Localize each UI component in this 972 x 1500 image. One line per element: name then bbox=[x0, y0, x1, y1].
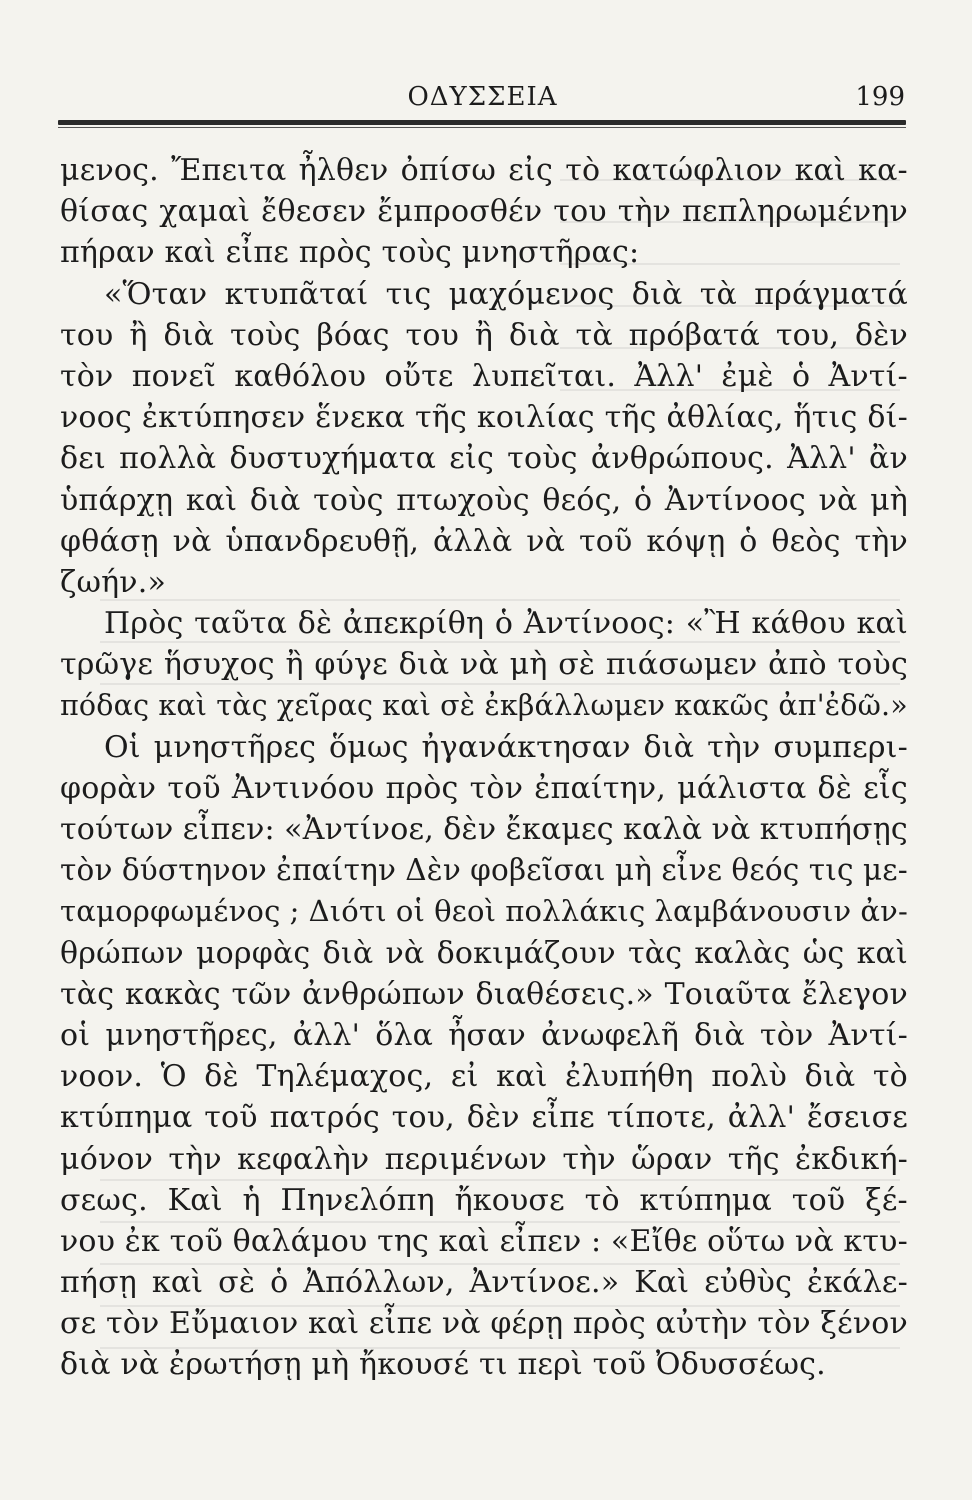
text-line: τὰς κακὰς τῶν ἀνθρώπων διαθέσεις.» Τοιαῦτα ἔλεγον bbox=[60, 976, 908, 1012]
text-line: τὸν δύστηνον ἐπαίτην Δὲν φοβεῖσαι μὴ εἶνε θεός τις με- bbox=[60, 853, 908, 888]
text-line: τρῶγε ἥσυχος ἢ φύγε διὰ νὰ μὴ σὲ πιάσωμεν ἀπὸ τοὺς bbox=[60, 647, 908, 683]
page-body bbox=[60, 150, 908, 1386]
running-title: ΟΔΥΣΣΕΙΑ bbox=[407, 82, 558, 112]
text-line: νου ἐκ τοῦ θαλάμου της καὶ εἶπεν : «Εἴθε οὕτω νὰ κτυ- bbox=[60, 1223, 908, 1259]
text-line: διὰ νὰ ἐρωτήσῃ μὴ ἤκουσέ τι περὶ τοῦ Ὀδυσσέως. bbox=[60, 1347, 826, 1383]
text-line: φθάσῃ νὰ ὑπανδρευθῇ, ἀλλὰ νὰ τοῦ κόψῃ ὁ θεὸς τὴν bbox=[60, 523, 908, 559]
text-line: του ἢ διὰ τοὺς βόας του ἢ διὰ τὰ πρόβατά του, δὲν bbox=[60, 317, 908, 353]
text-line: πήσῃ καὶ σὲ ὁ Ἀπόλλων, Ἀντίνοε.» Καὶ εὐθὺς ἐκάλε- bbox=[60, 1265, 908, 1301]
text-line: θρώπων μορφὰς διὰ νὰ δοκιμάζουν τὰς καλὰς ὡς καὶ bbox=[60, 935, 908, 971]
text-line: νοος ἐκτύπησεν ἕνεκα τῆς κοιλίας τῆς ἀθλίας, ἥτις δί- bbox=[60, 400, 908, 436]
text-line: ὑπάρχῃ καὶ διὰ τοὺς πτωχοὺς θεός, ὁ Ἀντίνοος νὰ μὴ bbox=[60, 482, 908, 518]
running-header bbox=[60, 82, 905, 116]
text-line: δει πολλὰ δυστυχήματα εἰς τοὺς ἀνθρώπους. Ἀλλ' ἂν bbox=[60, 441, 908, 477]
text-line: μόνον τὴν κεφαλὴν περιμένων τὴν ὥραν τῆς ἐκδική- bbox=[60, 1141, 908, 1177]
text-line: κτύπημα τοῦ πατρός του, δὲν εἶπε τίποτε, ἀλλ' ἔσεισε bbox=[60, 1100, 908, 1136]
text-line: ζωήν.» bbox=[60, 564, 167, 600]
text-line: Πρὸς ταῦτα δὲ ἀπεκρίθη ὁ Ἀντίνοος: «Ἢ κάθου καὶ bbox=[104, 606, 908, 642]
text-line: τούτων εἶπεν: «Ἀντίνοε, δὲν ἔκαμες καλὰ νὰ κτυπήσῃς bbox=[60, 812, 908, 847]
text-line: σεως. Καὶ ἡ Πηνελόπη ἤκουσε τὸ κτύπημα τοῦ ξέ- bbox=[60, 1182, 908, 1218]
text-line: θίσας χαμαὶ ἔθεσεν ἔμπροσθέν του τὴν πεπληρωμένην bbox=[60, 194, 908, 230]
text-line: σε τὸν Εὔμαιον καὶ εἶπε νὰ φέρῃ πρὸς αὐτὴν τὸν ξένον bbox=[60, 1306, 908, 1342]
text-line: φορὰν τοῦ Ἀντινόου πρὸς τὸν ἐπαίτην, μάλιστα δὲ εἷς bbox=[60, 770, 908, 806]
text-line: ταμορφωμένος ; Διότι οἱ θεοὶ πολλάκις λαμβάνουσιν ἀν- bbox=[60, 894, 908, 929]
text-line: «Ὅταν κτυπᾶταί τις μαχόμενος διὰ τὰ πράγματά bbox=[104, 276, 908, 312]
text-line: Οἱ μνηστῆρες ὅμως ἠγανάκτησαν διὰ τὴν συμπερι- bbox=[104, 729, 908, 765]
text-line: οἱ μνηστῆρες, ἀλλ' ὅλα ἦσαν ἀνωφελῆ διὰ τὸν Ἀντί- bbox=[60, 1017, 908, 1053]
text-line: πόδας καὶ τὰς χεῖρας καὶ σὲ ἐκβάλλωμεν κακῶς ἀπ'ἐδῶ.» bbox=[60, 689, 908, 723]
header-rule bbox=[58, 120, 906, 125]
text-line: πήραν καὶ εἶπε πρὸς τοὺς μνηστῆρας: bbox=[60, 235, 640, 271]
text-line: τὸν πονεῖ καθόλου οὔτε λυπεῖται. Ἀλλ' ἐμὲ ὁ Ἀντί- bbox=[60, 358, 908, 394]
text-line: νοον. Ὁ δὲ Τηλέμαχος, εἰ καὶ ἐλυπήθη πολὺ διὰ τὸ bbox=[60, 1059, 908, 1095]
text-line: μενος. Ἔπειτα ἦλθεν ὀπίσω εἰς τὸ κατώφλιον καὶ κα- bbox=[60, 153, 908, 188]
header-rule-thin bbox=[58, 127, 906, 128]
page-number: 199 bbox=[855, 82, 905, 112]
